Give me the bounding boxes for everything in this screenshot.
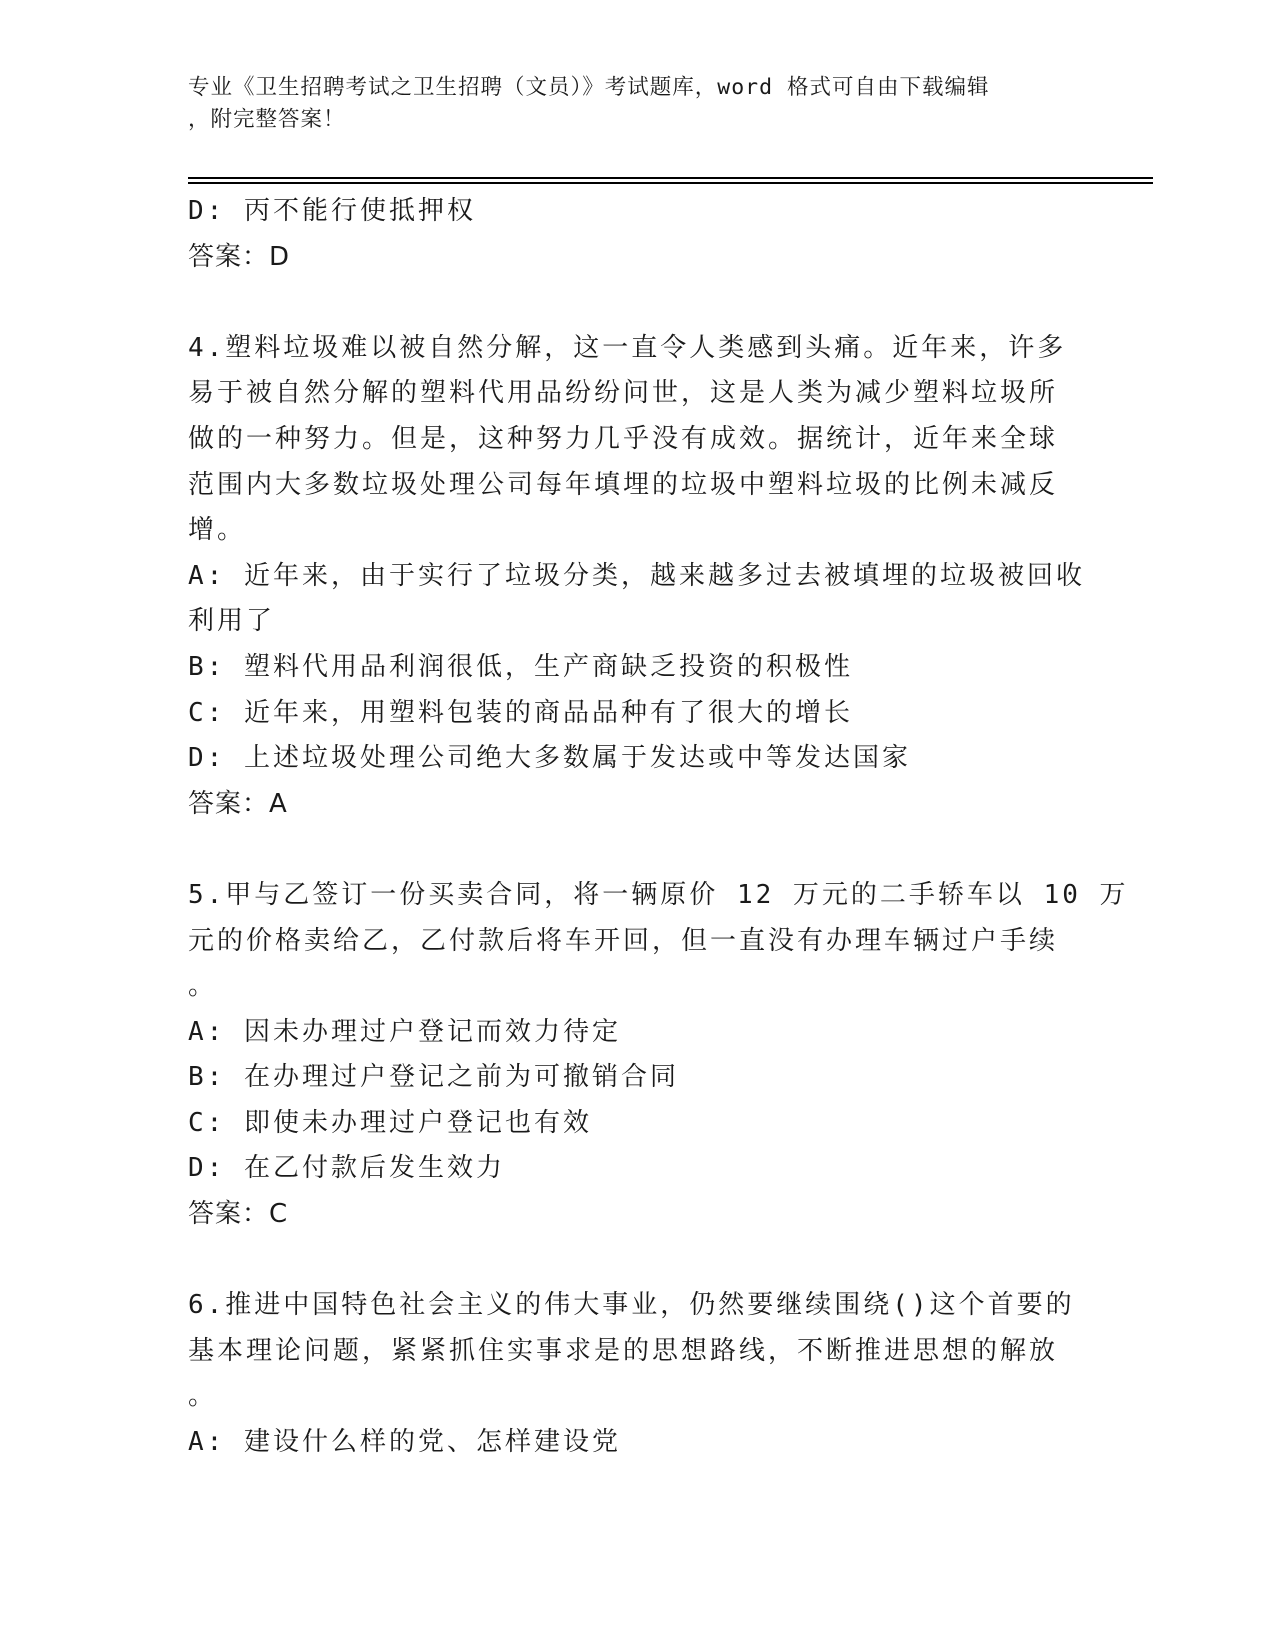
spacer (188, 1238, 1078, 1284)
question-5 (188, 873, 1129, 1238)
option-c: C: 即使未办理过户登记也有效 (188, 1107, 592, 1138)
option-b: B: 塑料代用品利润很低，生产商缺乏投资的积极性 (188, 651, 853, 682)
question-stem-line: 做的一种努力。但是，这种努力几乎没有成效。据统计，近年来全球 (188, 423, 1059, 454)
option-a: A: 近年来，由于实行了垃圾分类，越来越多过去被填埋的垃圾被回收 (188, 560, 1085, 591)
question-6 (188, 1283, 1078, 1465)
option-d: D: 上述垃圾处理公司绝大多数属于发达或中等发达国家 (188, 743, 911, 774)
question-stem-line: 范围内大多数垃圾处理公司每年填埋的垃圾中塑料垃圾的比例未减反 (188, 469, 1059, 500)
question-stem-line: 。 (188, 1381, 218, 1412)
question-stem-line: 4.塑料垃圾难以被自然分解，这一直令人类感到头痛。近年来，许多 (188, 332, 1067, 363)
header-line-1: 专业《卫生招聘考试之卫生招聘（文员）》考试题库，word 格式可自由下载编辑 (188, 75, 990, 100)
header-divider-top (188, 177, 1153, 179)
option-a-continued: 利用了 (188, 606, 276, 637)
question-stem-line: 5.甲与乙签订一份买卖合同，将一辆原价 12 万元的二手轿车以 10 万 (188, 879, 1129, 910)
option-b: B: 在办理过户登记之前为可撤销合同 (188, 1062, 679, 1093)
spacer (188, 827, 1078, 873)
question-list (188, 189, 1129, 1466)
question-stem-line: 。 (188, 971, 218, 1002)
question-stem-line: 元的价格卖给乙，乙付款后将车开回，但一直没有办理车辆过户手续 (188, 925, 1059, 956)
spacer (188, 280, 1078, 326)
question-stem-line: 基本理论问题，紧紧抓住实事求是的思想路线，不断推进思想的解放 (188, 1335, 1059, 1366)
answer-line: 答案：C (188, 1199, 289, 1230)
question-4 (188, 326, 1085, 828)
option-d: D: 在乙付款后发生效力 (188, 1153, 505, 1184)
question-stem-line: 易于被自然分解的塑料代用品纷纷问世，这是人类为减少塑料垃圾所 (188, 378, 1059, 409)
option-a: A: 建设什么样的党、怎样建设党 (188, 1427, 621, 1458)
document-header (188, 72, 1088, 136)
header-divider-bottom (188, 182, 1153, 184)
answer-line: 答案：D (188, 241, 291, 272)
header-line-2: ，附完整答案！ (188, 107, 346, 132)
option-d: D: 丙不能行使抵押权 (188, 196, 476, 226)
option-a: A: 因未办理过户登记而效力待定 (188, 1016, 621, 1047)
question-stem-line: 6.推进中国特色社会主义的伟大事业，仍然要继续围绕()这个首要的 (188, 1290, 1075, 1321)
previous-question-tail (188, 189, 1078, 280)
option-c: C: 近年来，用塑料包装的商品品种有了很大的增长 (188, 697, 853, 728)
question-stem-line: 增。 (188, 515, 247, 546)
answer-line: 答案：A (188, 788, 288, 819)
